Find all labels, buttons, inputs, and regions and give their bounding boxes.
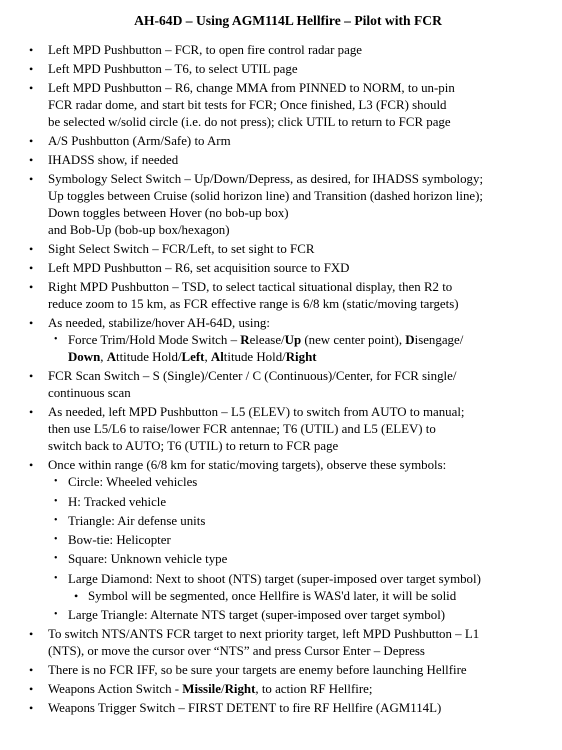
item-line: • As needed, stabilize/hover AH-64D, using:	[48, 316, 270, 331]
symbol-item: • Triangle: Air defense units	[48, 513, 544, 530]
item-line: • FCR Scan Switch – S (Single)/Center / C (Continuous)/Center, for FCR single/	[48, 369, 457, 384]
item-line: • Left MPD Pushbutton – T6, to select UTIL page	[48, 62, 298, 77]
item-line: switch back to AUTO; T6 (UTIL) to return to FCR page	[48, 439, 339, 454]
nested-item: • Symbol will be segmented, once Hellfire is WAS'd later, it will be solid	[68, 588, 544, 605]
list-item	[28, 80, 544, 131]
list-item	[28, 61, 544, 78]
symbol-item: • Large Triangle: Alternate NTS target (super-imposed over target symbol)	[48, 607, 544, 624]
symbol-item: • Large Diamond: Next to shoot (NTS) target (super-imposed over target symbol) • Symbol will be segmented, once Hellfire is WAS'd later, it will be solid	[48, 571, 544, 605]
item-line: then use L5/L6 to raise/lower FCR antennae; T6 (UTIL) and L5 (ELEV) to	[48, 422, 436, 437]
list-item	[28, 315, 544, 366]
list-item	[28, 368, 544, 402]
item-line: • Left MPD Pushbutton – R6, set acquisition source to FXD	[48, 261, 350, 276]
symbol-item: • H: Tracked vehicle	[48, 494, 544, 511]
symbols-list	[48, 474, 544, 624]
list-item	[28, 279, 544, 313]
list-item	[28, 42, 544, 59]
list-item	[28, 152, 544, 169]
list-item	[28, 626, 544, 660]
item-line: • Once within range (6/8 km for static/moving targets), observe these symbols:	[48, 458, 447, 473]
list-item	[28, 662, 544, 679]
item-line: • Weapons Action Switch - Missile/Right, to action RF Hellfire;	[48, 682, 373, 697]
list-item	[28, 457, 544, 624]
item-line: (NTS), or move the cursor over “NTS” and press Cursor Enter – Depress	[48, 644, 425, 659]
item-line: FCR radar dome, and start bit tests for FCR; Once finished, L3 (FCR) should	[48, 98, 447, 113]
item-line: reduce zoom to 15 km, as FCR effective range is 6/8 km (static/moving targets)	[48, 297, 459, 312]
list-item	[28, 133, 544, 150]
list-item	[28, 171, 544, 239]
item-line: Up toggles between Cruise (solid horizon line) and Transition (dashed horizon line);	[48, 189, 483, 204]
item-line: • IHADSS show, if needed	[48, 153, 179, 168]
list-item	[28, 241, 544, 258]
procedure-list	[28, 42, 544, 717]
item-line: • Weapons Trigger Switch – FIRST DETENT to fire RF Hellfire (AGM114L)	[48, 701, 442, 716]
item-line: • Sight Select Switch – FCR/Left, to set sight to FCR	[48, 242, 315, 257]
item-line: • There is no FCR IFF, so be sure your targets are enemy before launching Hellfire	[48, 663, 467, 678]
nested-list	[68, 588, 544, 605]
document-title: AH-64D – Using AGM114L Hellfire – Pilot with FCR	[134, 13, 442, 28]
list-item	[28, 260, 544, 277]
item-line: continuous scan	[48, 386, 131, 401]
symbol-item: • Circle: Wheeled vehicles	[48, 474, 544, 491]
symbol-item: • Bow-tie: Helicopter	[48, 532, 544, 549]
item-line: and Bob-Up (bob-up box/hexagon)	[48, 223, 230, 237]
item-line: Down toggles between Hover (no bob-up box)	[48, 206, 289, 221]
sub-list	[48, 332, 544, 366]
item-line: Down, Attitude Hold/Left, Altitude Hold/Right	[68, 350, 317, 365]
list-item	[28, 404, 544, 455]
symbol-item: • Square: Unknown vehicle type	[48, 551, 544, 568]
item-line: • A/S Pushbutton (Arm/Safe) to Arm	[48, 134, 231, 149]
item-line: • Symbology Select Switch – Up/Down/Depress, as desired, for IHADSS symbology;	[48, 172, 484, 187]
item-line: be selected w/solid circle (i.e. do not press); click UTIL to return to FCR page	[48, 115, 451, 129]
item-line: • Left MPD Pushbutton – FCR, to open fire control radar page	[48, 43, 362, 57]
item-line: • As needed, left MPD Pushbutton – L5 (ELEV) to switch from AUTO to manual;	[48, 405, 465, 420]
item-line: • Right MPD Pushbutton – TSD, to select tactical situational display, then R2 to	[48, 280, 453, 295]
item-line: • Left MPD Pushbutton – R6, change MMA from PINNED to NORM, to un-pin	[48, 81, 455, 96]
list-item	[28, 700, 544, 717]
item-line: • Force Trim/Hold Mode Switch – Release/Up (new center point), Disengage/	[68, 333, 464, 348]
list-item	[28, 681, 544, 698]
sub-list-item-force-trim	[48, 332, 544, 366]
item-line: • To switch NTS/ANTS FCR target to next priority target, left MPD Pushbutton – L1	[48, 627, 480, 642]
